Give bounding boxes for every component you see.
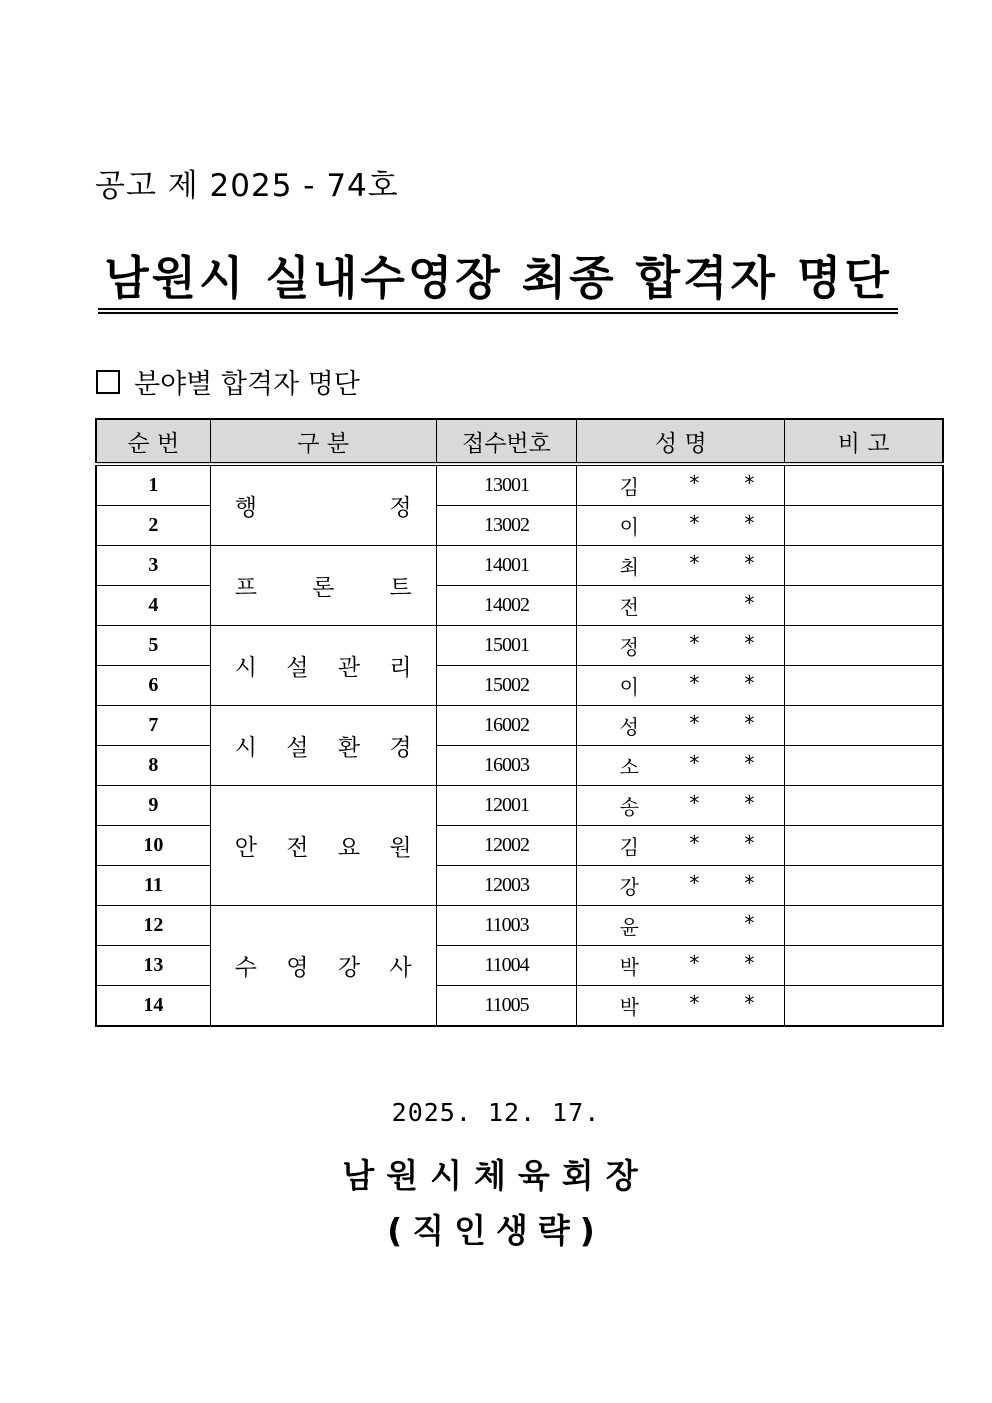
note-cell [785,626,943,666]
category-label [211,489,436,522]
note-cell [785,986,943,1027]
note-cell [785,946,943,986]
note-cell [785,866,943,906]
row-number: 1 [96,464,210,506]
name-surname: 박 [619,955,639,979]
category-char: 환 [337,735,361,761]
category-char: 요 [337,835,361,861]
name-surname: 강 [619,875,639,899]
category-label [211,729,436,762]
name-mask-middle: * [689,951,700,975]
name-mask-last: * [744,671,755,695]
row-number: 5 [96,626,210,666]
note-cell [785,546,943,586]
receipt-number: 12001 [436,786,577,826]
note-cell [785,586,943,626]
table-row [96,786,943,826]
category-char: 시 [234,655,257,681]
applicant-name [577,464,785,506]
receipt-number: 11005 [436,986,577,1027]
name-surname: 전 [619,595,639,619]
name-mask-middle [659,591,729,620]
category-cell [210,626,436,706]
title-block [98,248,898,308]
name-mask-middle: * [689,991,700,1015]
row-number: 3 [96,546,210,586]
organization-name: 남원시체육회장 [342,1156,650,1195]
row-number: 14 [96,986,210,1027]
category-char: 설 [286,655,309,681]
title-underline [98,308,898,310]
category-char: 관 [337,655,361,681]
note-cell [785,906,943,946]
receipt-number: 14001 [436,546,577,586]
category-char: 론 [312,575,335,601]
name-surname: 성 [619,715,639,739]
name-surname: 김 [619,475,639,499]
row-number: 13 [96,946,210,986]
notice-number: 공고 제 2025 - 74호 [95,168,399,204]
receipt-number: 13002 [436,506,577,546]
applicant-name [577,586,785,626]
seal-note: (직인생략) [387,1211,605,1250]
name-mask-middle: * [689,751,700,775]
receipt-number: 15002 [436,666,577,706]
header-category: 구 분 [210,419,436,464]
table-row [96,906,943,946]
category-char: 경 [389,735,412,761]
category-char: 트 [389,575,412,601]
row-number: 10 [96,826,210,866]
header-name: 성 명 [577,419,785,464]
applicant-name [577,946,785,986]
category-label [211,949,436,982]
category-char: 설 [286,735,309,761]
announcement-date: 2025. 12. 17. [391,1098,601,1127]
name-mask-middle: * [689,671,700,695]
category-char: 강 [337,955,361,981]
section-heading: 분야별 합격자 명단 [134,369,360,400]
section-heading-block [96,362,360,401]
category-char: 리 [389,655,412,681]
category-char: 프 [234,575,257,601]
receipt-number: 13001 [436,464,577,506]
table-header-row [96,419,943,464]
note-cell [785,826,943,866]
name-mask-last: * [744,911,755,935]
page-title: 남원시 실내수영장 최종 합격자 명단 [104,251,892,305]
name-mask-last: * [744,551,755,575]
category-label [211,569,436,602]
name-mask-last: * [744,751,755,775]
name-surname: 윤 [619,915,639,939]
category-label [211,649,436,682]
name-mask-last: * [744,711,755,735]
name-mask-middle: * [689,631,700,655]
receipt-number: 12002 [436,826,577,866]
table-row [96,546,943,586]
note-cell [785,464,943,506]
name-mask-middle [659,911,729,940]
name-surname: 김 [619,835,639,859]
table-row [96,706,943,746]
title-underline-second [98,312,898,314]
name-mask-last: * [744,511,755,535]
row-number: 12 [96,906,210,946]
row-number: 9 [96,786,210,826]
name-mask-middle: * [689,831,700,855]
name-mask-middle: * [689,711,700,735]
name-surname: 이 [619,675,639,699]
applicant-name [577,866,785,906]
applicant-name [577,626,785,666]
name-mask-last: * [744,871,755,895]
checkbox-icon [96,370,120,394]
name-mask-last: * [744,591,755,615]
roster-table [95,418,944,1027]
name-surname: 이 [619,515,639,539]
category-char: 정 [389,495,412,521]
name-surname: 박 [619,995,639,1019]
receipt-number: 11003 [436,906,577,946]
header-receipt: 접수번호 [436,419,577,464]
name-mask-last: * [744,831,755,855]
note-cell [785,706,943,746]
name-mask-last: * [744,991,755,1015]
name-mask-middle: * [689,551,700,575]
name-surname: 정 [619,635,639,659]
receipt-number: 12003 [436,866,577,906]
applicant-name [577,786,785,826]
category-cell [210,786,436,906]
note-cell [785,746,943,786]
receipt-number: 16003 [436,746,577,786]
receipt-number: 16002 [436,706,577,746]
name-mask-middle: * [689,791,700,815]
note-cell [785,666,943,706]
category-char: 안 [234,835,257,861]
name-mask-last: * [744,791,755,815]
name-mask-middle: * [689,871,700,895]
category-cell [210,546,436,626]
note-cell [785,786,943,826]
category-char: 전 [286,835,309,861]
category-char: 영 [286,955,309,981]
note-cell [785,506,943,546]
header-no: 순 번 [96,419,210,464]
category-char: 행 [234,495,257,521]
table-row [96,626,943,666]
name-surname: 송 [619,795,639,819]
applicant-name [577,666,785,706]
name-mask-last: * [744,471,755,495]
row-number: 11 [96,866,210,906]
name-mask-middle: * [689,471,700,495]
row-number: 4 [96,586,210,626]
applicant-name [577,826,785,866]
name-mask-last: * [744,631,755,655]
row-number: 7 [96,706,210,746]
receipt-number: 14002 [436,586,577,626]
category-cell [210,464,436,546]
applicant-name [577,706,785,746]
applicant-name [577,506,785,546]
category-cell [210,906,436,1027]
roster-body [96,464,943,1026]
category-char: 원 [389,835,412,861]
name-mask-last: * [744,951,755,975]
receipt-number: 15001 [436,626,577,666]
name-mask-middle: * [689,511,700,535]
applicant-name [577,906,785,946]
applicant-name [577,746,785,786]
applicant-name [577,546,785,586]
row-number: 8 [96,746,210,786]
row-number: 2 [96,506,210,546]
category-char: 사 [389,955,412,981]
category-char: 수 [234,955,257,981]
category-char: 시 [234,735,257,761]
category-cell [210,706,436,786]
header-note: 비 고 [785,419,943,464]
name-surname: 최 [619,555,639,579]
receipt-number: 11004 [436,946,577,986]
name-surname: 소 [619,755,639,779]
category-label [211,829,436,862]
applicant-name [577,986,785,1027]
table-row [96,464,943,506]
row-number: 6 [96,666,210,706]
